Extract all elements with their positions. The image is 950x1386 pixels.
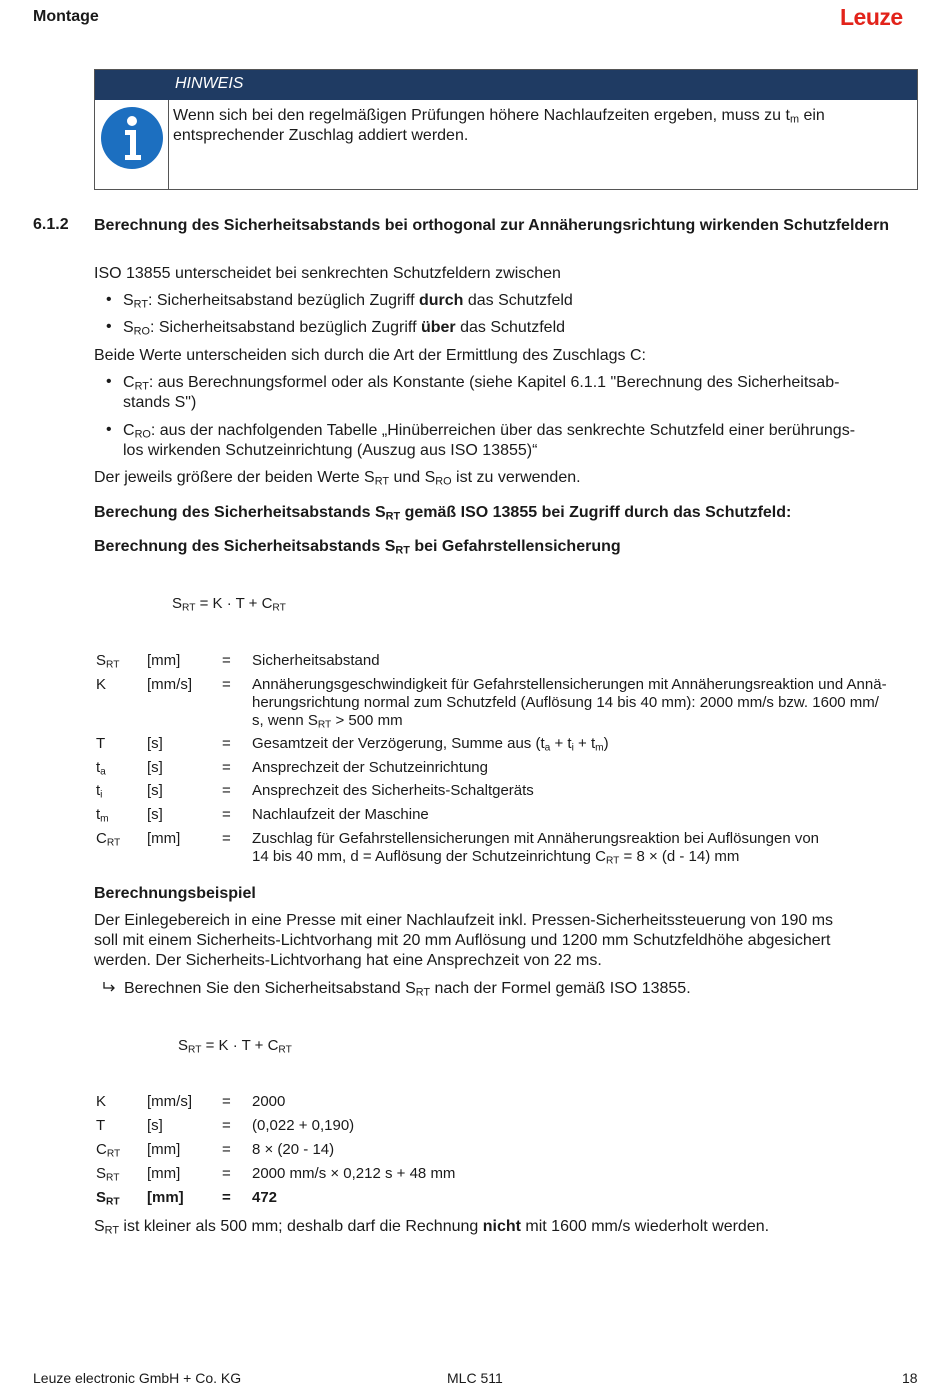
legend-symbol: $C_{RT}$	[96, 830, 121, 849]
calc-equals: =	[222, 1093, 231, 1110]
footer-company: Leuze electronic GmbH + Co. KG	[33, 1370, 242, 1386]
bullet-dot: •	[106, 291, 112, 308]
section-number: 6.1.2	[33, 216, 69, 233]
legend-symbol: T	[96, 735, 106, 752]
bullet-dot: •	[106, 318, 112, 335]
footer-page-number: 18	[902, 1370, 918, 1386]
example-heading: Berechnungsbeispiel	[94, 885, 256, 902]
legend-symbol: $t_m$	[96, 806, 109, 825]
paragraph-larger-value: Der jeweils größere der beiden Werte $S_{RT}$ und $S_{RO}$ ist zu verwenden.	[94, 469, 581, 488]
legend-equals: =	[222, 652, 231, 669]
calc-unit: [mm]	[147, 1189, 184, 1206]
legend-description: Annäherungsgeschwindigkeit für Gefahrstellensicherungen mit Annäherungsreaktion und Annä- herungsrichtung normal zum Schutzfeld (Auflösung 14 bis 40 mm): 2000 mm/s bzw. 1600 mm/ s, wenn $S_{RT} > 500$ mm	[252, 676, 887, 731]
legend-unit: [mm]	[147, 830, 181, 847]
legend-symbol: $t_a$	[96, 759, 106, 778]
calc-unit: [mm]	[147, 1141, 181, 1158]
note-title-bar	[95, 70, 917, 100]
bullet-item: $C_{RT}$: aus Berechnungsformel oder als Konstante (siehe Kapitel 6.1.1 "Berechnung des Sicherheitsab- stands S")	[123, 374, 840, 411]
calc-symbol: $S_{RT}$	[96, 1165, 120, 1184]
legend-unit: [mm]	[147, 652, 181, 669]
legend-equals: =	[222, 782, 231, 799]
bullet-dot: •	[106, 421, 112, 438]
note-divider	[168, 100, 169, 190]
paragraph-zuschlag: Beide Werte unterscheiden sich durch die Art der Ermittlung des Zuschlags C:	[94, 347, 646, 364]
formula-srt-example: $S_{RT} = K \cdot T + C_{RT}$	[178, 1037, 292, 1056]
example-step: Berechnen Sie den Sicherheitsabstand $S_{RT}$ nach der Formel gemäß ISO 13855.	[124, 980, 691, 999]
legend-description: Ansprechzeit der Schutzeinrichtung	[252, 759, 488, 776]
calc-value: 2000	[252, 1093, 286, 1110]
bullet-item: $C_{RO}$: aus der nachfolgenden Tabelle „Hinüberreichen über das senkrechte Schutzfeld einer berührungs- los wirkenden Schutzeinrichtung (Auszug aus ISO 13855)“	[123, 422, 856, 459]
intro-paragraph: ISO 13855 unterscheidet bei senkrechten Schutzfeldern zwischen	[94, 265, 561, 282]
calc-symbol: $S_{RT}$	[96, 1189, 120, 1208]
calc-equals: =	[222, 1117, 231, 1134]
legend-equals: =	[222, 830, 231, 847]
calc-symbol: K	[96, 1093, 107, 1110]
legend-description: Sicherheitsabstand	[252, 652, 380, 669]
formula-srt: $S_{RT} = K \cdot T + C_{RT}$	[172, 595, 286, 614]
calc-value: (0,022 + 0,190)	[252, 1117, 355, 1134]
brand-logo: Leuze	[840, 4, 903, 30]
legend-description: Zuschlag für Gefahrstellensicherungen mit Annäherungsreaktion bei Auflösungen von 14 bis 40 mm, d = Auflösung der Schutzeinrichtung $C_{RT} = 8 \times (d - 14)$ mm	[252, 830, 820, 867]
note-text: Wenn sich bei den regelmäßigen Prüfungen höhere Nachlaufzeiten ergeben, muss zu $t_m$ ein entsprechender Zuschlag addiert werden.	[173, 107, 825, 144]
legend-description: Ansprechzeit des Sicherheits-Schaltgeräts	[252, 782, 534, 799]
bullet-dot: •	[106, 373, 112, 390]
calc-value: 2000 mm/s × 0,212 s + 48 mm	[252, 1165, 456, 1182]
calc-equals: =	[222, 1141, 231, 1158]
bullet-item: $S_{RO}$: Sicherheitsabstand bezüglich Zugriff über das Schutzfeld	[123, 319, 566, 338]
example-text: Der Einlegebereich in eine Presse mit einer Nachlaufzeit inkl. Pressen-Sicherheitssteuerung von 190 ms soll mit einem Sicherheits-Lichtvorhang mit 20 mm Auflösung und 1200 mm Schutzfeldhöhe abgesichert werden. Der Sicherheits-Lichtvorhang hat eine Ansprechzeit von 22 ms.	[94, 912, 834, 969]
calc-unit: [mm/s]	[147, 1093, 192, 1110]
legend-unit: [s]	[147, 735, 163, 752]
note-title: HINWEIS	[175, 75, 244, 92]
legend-unit: [s]	[147, 806, 163, 823]
legend-unit: [s]	[147, 782, 163, 799]
legend-equals: =	[222, 806, 231, 823]
conclusion-text: $S_{RT}$ ist kleiner als 500 mm; deshalb darf die Rechnung nicht mit 1600 mm/s wiederholt werden.	[94, 1218, 770, 1237]
legend-symbol: K	[96, 676, 107, 693]
legend-equals: =	[222, 759, 231, 776]
info-icon	[101, 107, 163, 169]
legend-equals: =	[222, 735, 231, 752]
calc-value: 472	[252, 1189, 278, 1206]
calc-symbol: T	[96, 1117, 106, 1134]
calc-equals: =	[222, 1189, 231, 1206]
page-header-title: Montage	[33, 8, 99, 25]
calc-symbol: $C_{RT}$	[96, 1141, 121, 1160]
footer-product: MLC 511	[447, 1370, 503, 1386]
legend-symbol: $S_{RT}$	[96, 652, 120, 671]
heading-srt-hazard: Berechnung des Sicherheitsabstands $S_{RT}$ bei Gefahrstellensicherung	[94, 538, 621, 557]
bullet-item: $S_{RT}$: Sicherheitsabstand bezüglich Zugriff durch das Schutzfeld	[123, 292, 573, 311]
heading-srt-access: Berechung des Sicherheitsabstands $S_{RT}$ gemäß ISO 13855 bei Zugriff durch das Schutzfeld:	[94, 504, 792, 523]
legend-description: Gesamtzeit der Verzögerung, Summe aus $(t_a + t_i + t_m)$	[252, 735, 609, 754]
legend-unit: [mm/s]	[147, 676, 192, 693]
legend-equals: =	[222, 676, 231, 693]
calc-equals: =	[222, 1165, 231, 1182]
legend-description: Nachlaufzeit der Maschine	[252, 806, 429, 823]
section-title: Berechnung des Sicherheitsabstands bei orthogonal zur Annäherungsrichtung wirkenden Schutzfeldern	[94, 217, 890, 234]
arrow-hook-icon	[102, 981, 118, 1000]
calc-unit: [mm]	[147, 1165, 181, 1182]
calc-unit: [s]	[147, 1117, 163, 1134]
note-box	[94, 69, 918, 190]
legend-unit: [s]	[147, 759, 163, 776]
legend-symbol: $t_i$	[96, 782, 103, 801]
calc-value: 8 × (20 - 14)	[252, 1141, 335, 1158]
